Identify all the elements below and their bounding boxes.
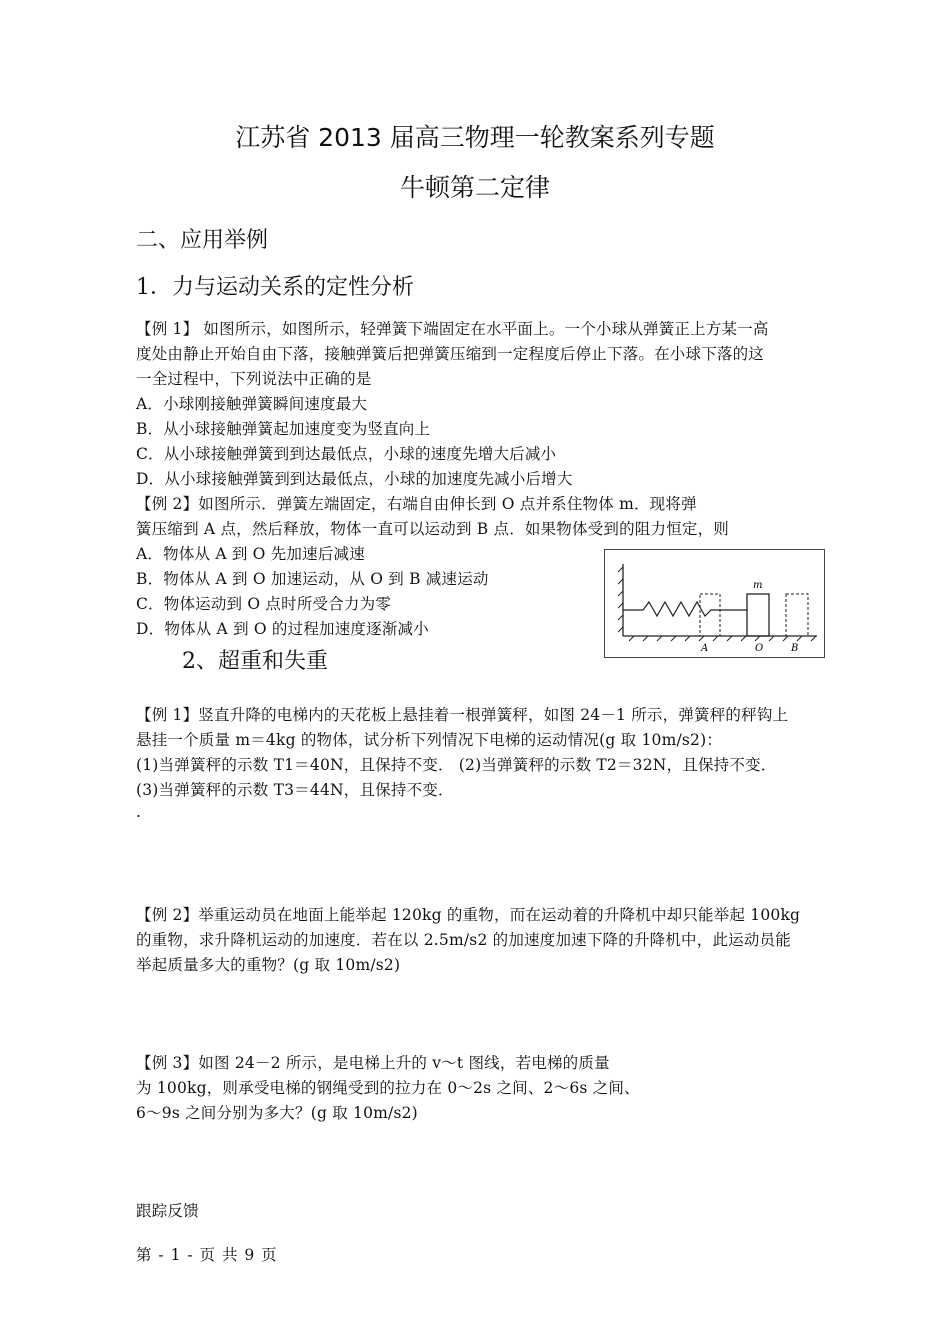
ex2-line-2: 簧压缩到 A 点，然后释放，物体一直可以运动到 B 点．如果物体受到的阻力恒定，则 xyxy=(136,520,729,538)
ex1-option-c: C．从小球接触弹簧到到达最低点，小球的速度先增大后减小 xyxy=(136,445,557,463)
ex4-line-3: 举起质量多大的重物？(g 取 10m/s2) xyxy=(136,956,401,974)
page-footer: 第 - 1 - 页 共 9 页 xyxy=(136,1246,278,1264)
ex3-line-3: (1)当弹簧秤的示数 T1＝40N，且保持不变． (2)当弹簧秤的示数 T2＝32N，且保持不变． xyxy=(136,756,777,774)
title-line-1: 江苏省 2013 届高三物理一轮教案系列专题 xyxy=(235,123,715,152)
heading-overweight-weightless: 2、超重和失重 xyxy=(182,649,328,674)
wall-hatch xyxy=(618,567,623,632)
ex1-line-1: 【例 1】 如图所示，如图所示，轻弹簧下端固定在水平面上。一个小球从弹簧正上方某一高 xyxy=(136,320,769,338)
ex3-line-2: 悬挂一个质量 m＝4kg 的物体，试分析下列情况下电梯的运动情况(g 取 10m/s2)： xyxy=(136,731,723,749)
ex5-line-3: 6～9s 之间分别为多大？(g 取 10m/s2) xyxy=(136,1104,418,1122)
ground-hatch xyxy=(629,636,816,641)
ex2-option-d: D．物体从 A 到 O 的过程加速度逐渐减小 xyxy=(136,620,429,638)
title-line-2: 牛顿第二定律 xyxy=(399,173,550,202)
block-at-a-dashed xyxy=(700,594,720,636)
ex3-line-5: . xyxy=(136,803,142,821)
point-b-label: B xyxy=(791,643,799,654)
heading-qualitative-analysis: 1．力与运动关系的定性分析 xyxy=(136,275,414,300)
point-a-label: A xyxy=(701,643,709,654)
point-o-label: O xyxy=(755,643,764,654)
ex5-line-1: 【例 3】如图 24－2 所示，是电梯上升的 v～t 图线，若电梯的质量 xyxy=(136,1054,610,1072)
ex1-option-a: A．小球刚接触弹簧瞬间速度最大 xyxy=(136,395,368,413)
ex4-line-1: 【例 2】举重运动员在地面上能举起 120kg 的重物，而在运动着的升降机中却只能举起 100kg xyxy=(136,906,801,924)
spring-figure xyxy=(604,549,825,658)
ex2-option-c: C．物体运动到 O 点时所受合力为零 xyxy=(136,595,392,613)
mass-label: m xyxy=(753,580,763,591)
ex1-line-2: 度处由静止开始自由下落，接触弹簧后把弹簧压缩到一定程度后停止下落。在小球下落的这 xyxy=(136,345,765,363)
section-heading: 二、应用举例 xyxy=(136,228,269,253)
ex2-line-1: 【例 2】如图所示．弹簧左端固定，右端自由伸长到 O 点并系住物体 m．现将弹 xyxy=(136,495,697,513)
ex3-line-4: (3)当弹簧秤的示数 T3＝44N，且保持不变． xyxy=(136,781,454,799)
ex4-line-2: 的重物，求升降机运动的加速度．若在以 2.5m/s2 的加速度加速下降的升降机中，此运动员能 xyxy=(136,931,791,949)
ex2-option-b: B．物体从 A 到 O 加速运动，从 O 到 B 减速运动 xyxy=(136,570,489,588)
feedback-heading: 跟踪反馈 xyxy=(136,1202,199,1220)
spring-diagram xyxy=(605,550,824,657)
block-at-b-dashed xyxy=(786,594,808,636)
ex1-line-3: 一全过程中，下列说法中正确的是 xyxy=(136,370,372,388)
spring-coil xyxy=(623,602,747,616)
ex1-option-b: B．从小球接触弹簧起加速度变为竖直向上 xyxy=(136,420,431,438)
ex5-line-2: 为 100kg，则承受电梯的钢绳受到的拉力在 0～2s 之间、2～6s 之间、 xyxy=(136,1079,640,1097)
ex1-option-d: D．从小球接触弹簧到到达最低点，小球的加速度先减小后增大 xyxy=(136,470,573,488)
ex2-option-a: A．物体从 A 到 O 先加速后减速 xyxy=(136,545,365,563)
ex3-line-1: 【例 1】竖直升降的电梯内的天花板上悬挂着一根弹簧秤，如图 24－1 所示，弹簧秤的秤钩上 xyxy=(136,706,789,724)
block-at-o xyxy=(747,594,769,636)
